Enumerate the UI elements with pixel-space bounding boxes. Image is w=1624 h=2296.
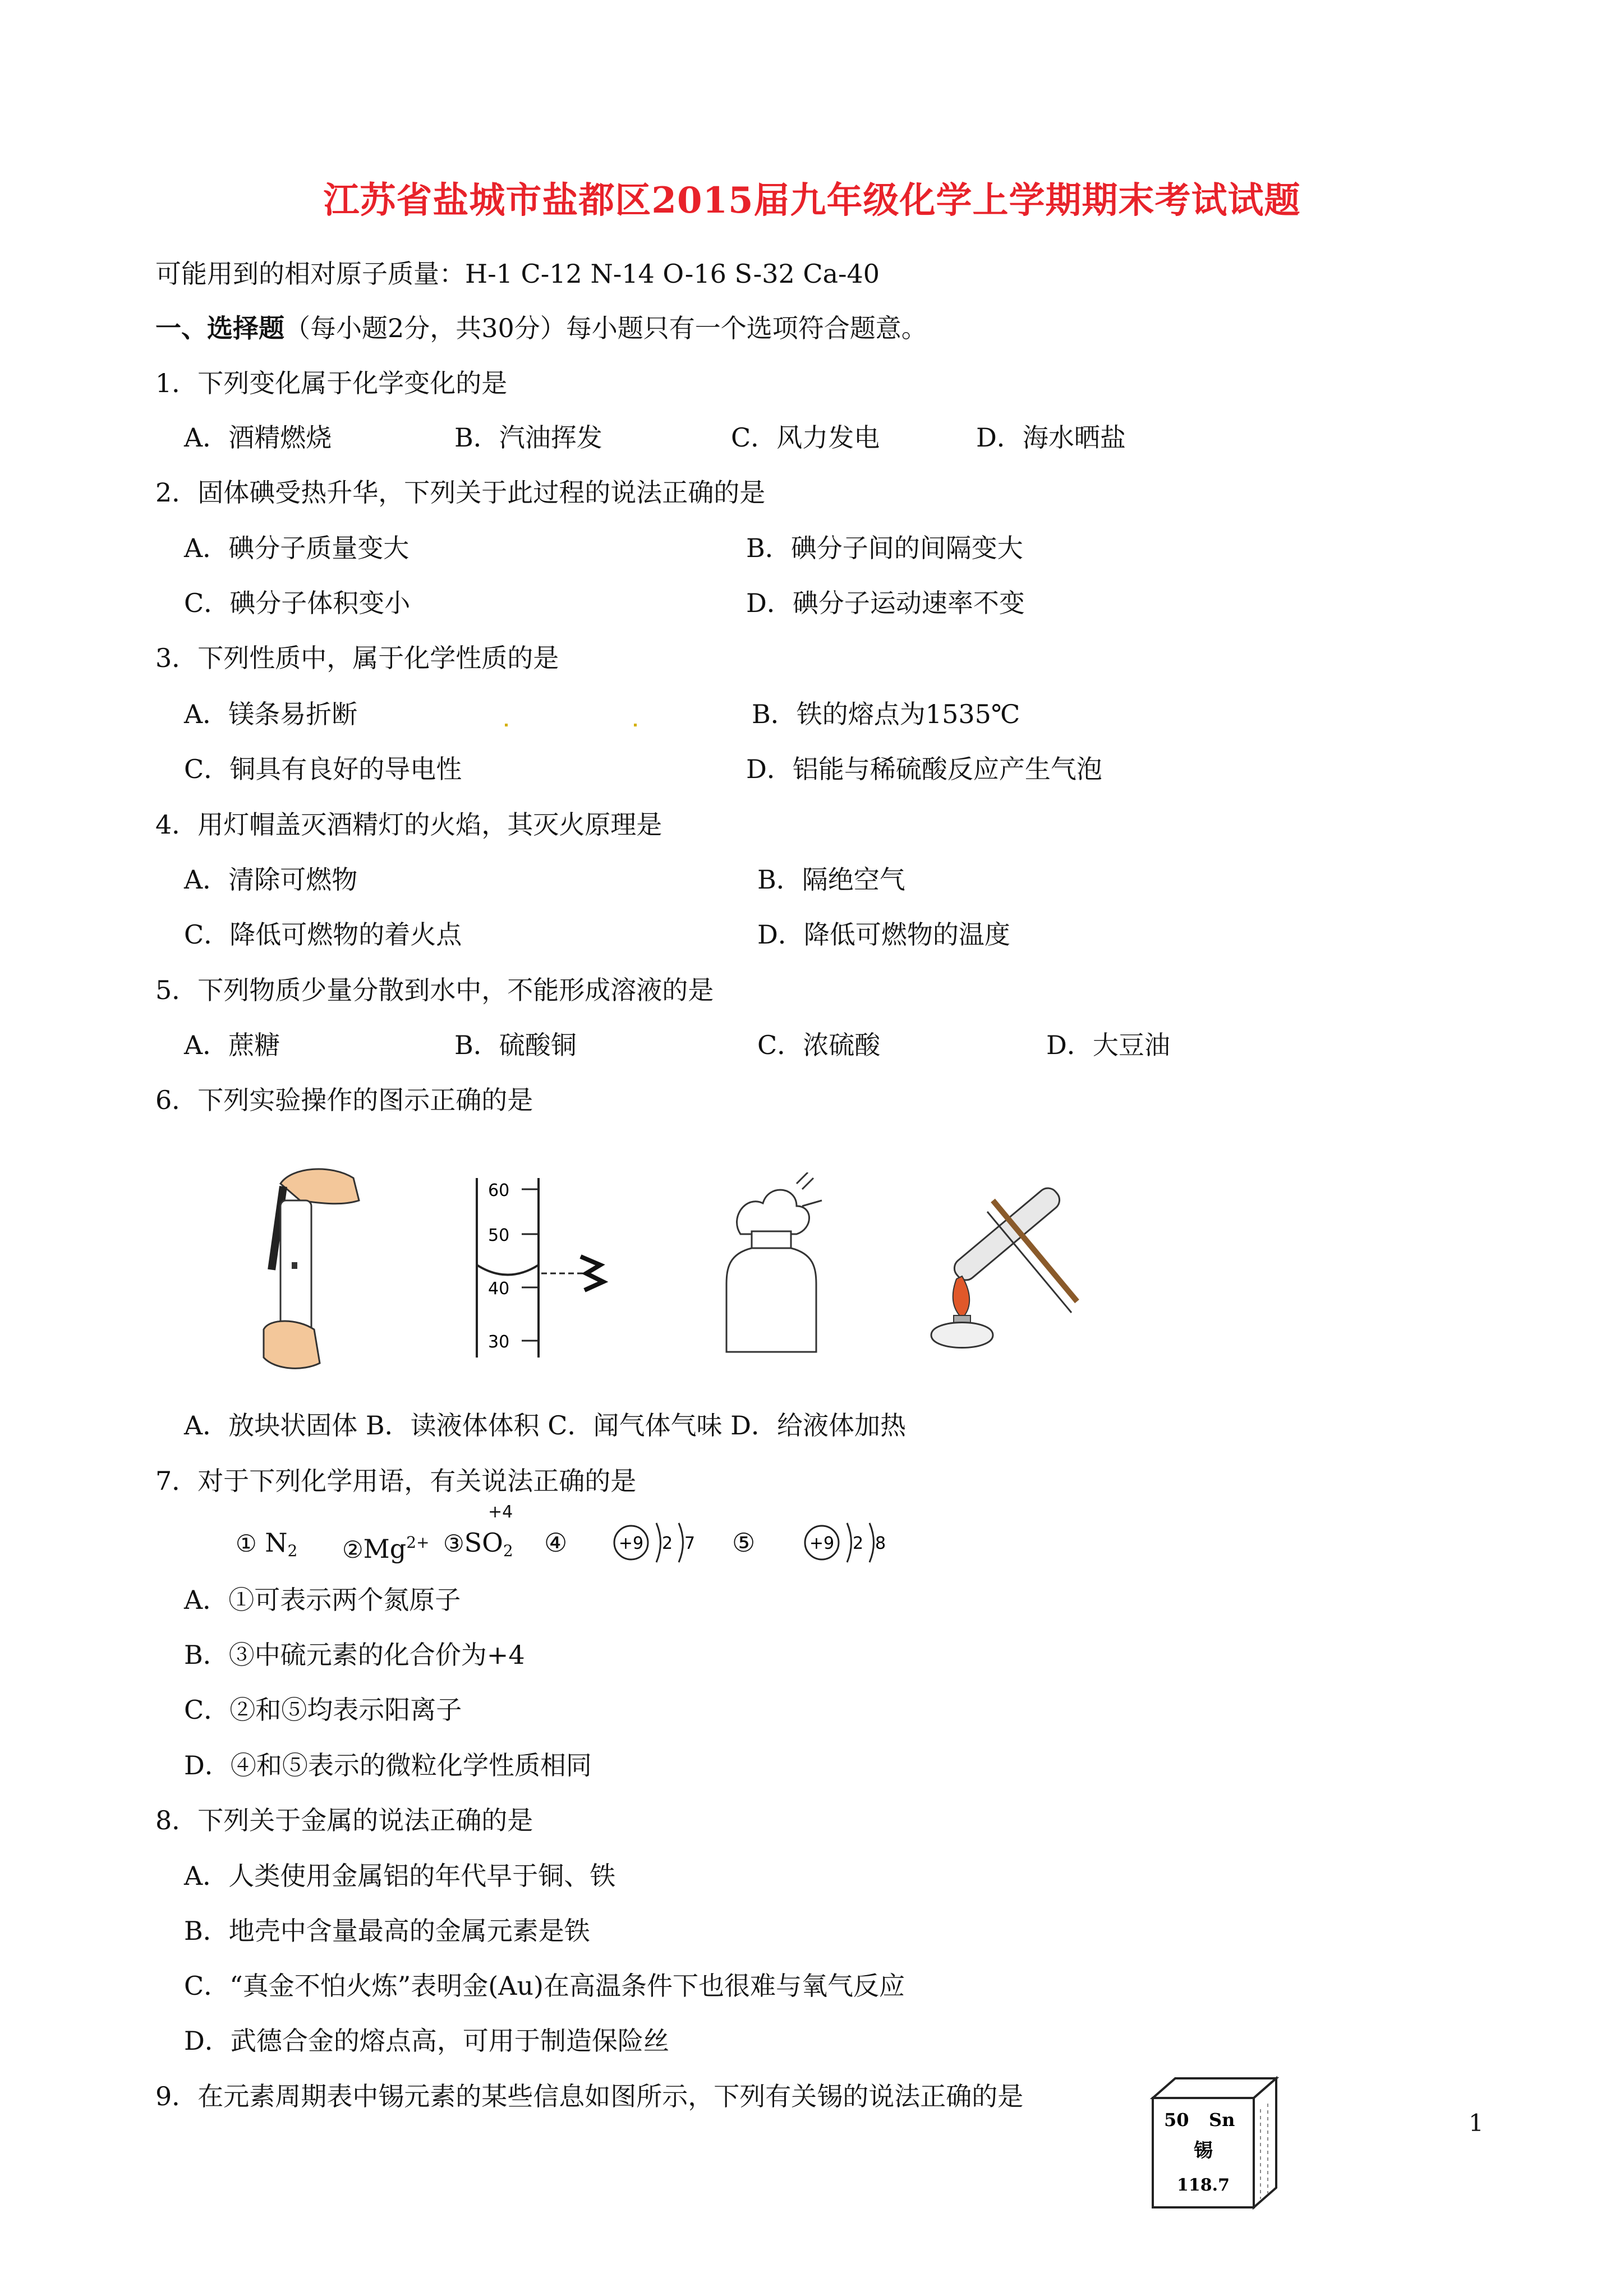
tin-element-card xyxy=(1147,2076,1282,2210)
symbol-1-text: N xyxy=(265,1527,288,1558)
symbol-4-number: ④ xyxy=(544,1527,568,1558)
question-7-option-c: C．②和⑤均表示阳离子 xyxy=(184,1695,462,1725)
cylinder-tick-50: 50 xyxy=(488,1226,510,1245)
page-number: 1 xyxy=(1469,2109,1484,2137)
question-8-option-b: B．地壳中含量最高的金属元素是铁 xyxy=(184,1916,590,1946)
question-6-stem: 6．下列实验操作的图示正确的是 xyxy=(155,1085,533,1115)
atom-4-shell-2: 7 xyxy=(684,1534,696,1553)
question-4-option-c: C．降低可燃物的着火点 xyxy=(184,919,462,950)
question-7-stem: 7．对于下列化学用语，有关说法正确的是 xyxy=(155,1466,637,1496)
cylinder-tick-30: 30 xyxy=(488,1332,510,1352)
question-8-stem: 8．下列关于金属的说法正确的是 xyxy=(155,1805,533,1835)
question-3-option-c: C．铜具有良好的导电性 xyxy=(184,754,462,784)
question-4-option-a: A．清除可燃物 xyxy=(184,864,358,895)
question-4-stem: 4．用灯帽盖灭酒精灯的火焰，其灭火原理是 xyxy=(155,809,663,840)
atom-4-nucleus: +9 xyxy=(618,1534,644,1553)
question-1-stem: 1．下列变化属于化学变化的是 xyxy=(155,368,508,398)
question-7-option-d: D．④和⑤表示的微粒化学性质相同 xyxy=(184,1750,592,1780)
section-1-instructions: （每小题2分，共30分）每小题只有一个选项符合题意。 xyxy=(284,313,927,343)
question-5-option-c: C．浓硫酸 xyxy=(757,1030,881,1060)
tin-symbol: Sn xyxy=(1209,2109,1235,2131)
question-3-option-b: B．铁的熔点为1535℃ xyxy=(752,699,1020,729)
symbol-3-number: ③ xyxy=(443,1530,464,1557)
question-2-option-d: D．碘分子运动速率不变 xyxy=(746,588,1025,618)
question-7-option-a: A．①可表示两个氮原子 xyxy=(184,1585,461,1615)
section-1-label: 一、选择题 xyxy=(155,313,284,343)
question-2-option-a: A．碘分子质量变大 xyxy=(184,533,410,563)
question-6-options: A．放块状固体 B．读液体体积 C．闻气体气味 D．给液体加热 xyxy=(184,1410,906,1441)
figure-b-read-volume xyxy=(466,1172,617,1363)
chem-symbol-2 xyxy=(342,1526,429,1567)
symbol-3-valence: +4 xyxy=(488,1502,513,1522)
atomic-masses-note: 可能用到的相对原子质量：H-1 C-12 N-14 O-16 S-32 Ca-40 xyxy=(155,259,880,289)
question-2-option-b: B．碘分子间的间隔变大 xyxy=(746,533,1023,563)
tin-name: 锡 xyxy=(1194,2139,1213,2162)
symbol-1-number: ① xyxy=(236,1530,257,1557)
chem-symbol-1 xyxy=(236,1526,297,1568)
atom-5-nucleus: +9 xyxy=(809,1534,835,1553)
question-3-option-d: D．铝能与稀硫酸反应产生气泡 xyxy=(746,754,1102,784)
question-8-option-a: A．人类使用金属铝的年代早于铜、铁 xyxy=(184,1861,616,1891)
stray-dot xyxy=(505,724,508,726)
question-5-option-b: B．硫酸铜 xyxy=(454,1030,577,1060)
stray-dot xyxy=(634,724,637,726)
symbol-5-number: ⑤ xyxy=(732,1527,756,1558)
symbol-2-number: ② xyxy=(342,1536,364,1563)
cylinder-tick-60: 60 xyxy=(488,1181,510,1200)
symbol-3-subscript: 2 xyxy=(503,1542,513,1560)
question-1-option-a: A．酒精燃烧 xyxy=(184,422,332,453)
atom-4-shell-1: 2 xyxy=(662,1534,673,1553)
chem-symbol-3 xyxy=(443,1526,513,1568)
symbol-3-text: SO xyxy=(464,1527,503,1558)
tin-atomic-number: 50 xyxy=(1164,2109,1189,2131)
question-5-option-a: A．蔗糖 xyxy=(184,1030,280,1060)
symbol-1-subscript: 2 xyxy=(287,1542,298,1560)
tin-atomic-mass: 118.7 xyxy=(1177,2175,1230,2195)
question-7-option-b: B．③中硫元素的化合价为+4 xyxy=(184,1640,525,1670)
question-2-stem: 2．固体碘受热升华，下列关于此过程的说法正确的是 xyxy=(155,477,766,508)
cylinder-tick-40: 40 xyxy=(488,1279,510,1299)
atom-structure-4 xyxy=(606,1512,707,1573)
question-8-option-c: C．“真金不怕火炼”表明金(Au)在高温条件下也很难与氧气反应 xyxy=(184,1971,905,2001)
question-3-option-a: A．镁条易折断 xyxy=(184,699,358,729)
question-1-option-d: D．海水晒盐 xyxy=(976,422,1126,453)
symbol-2-text: Mg xyxy=(363,1534,407,1564)
figure-c-smell-gas xyxy=(718,1172,830,1363)
figure-a-place-solid xyxy=(247,1161,370,1374)
question-1-option-b: B．汽油挥发 xyxy=(454,422,602,453)
atom-structure-5 xyxy=(797,1512,898,1573)
symbol-2-superscript: 2+ xyxy=(406,1533,430,1552)
question-4-option-b: B．隔绝空气 xyxy=(757,864,905,895)
section-1-heading xyxy=(155,311,927,345)
question-3-stem: 3．下列性质中，属于化学性质的是 xyxy=(155,643,559,673)
atom-5-shell-1: 2 xyxy=(853,1534,864,1553)
question-5-stem: 5．下列物质少量分散到水中，不能形成溶液的是 xyxy=(155,975,714,1005)
figure-d-heat-liquid xyxy=(909,1167,1088,1369)
question-8-option-d: D．武德合金的熔点高，可用于制造保险丝 xyxy=(184,2026,669,2056)
question-4-option-d: D．降低可燃物的温度 xyxy=(757,919,1010,950)
question-5-option-d: D．大豆油 xyxy=(1046,1030,1170,1060)
question-2-option-c: C．碘分子体积变小 xyxy=(184,588,411,618)
atom-5-shell-2: 8 xyxy=(875,1534,886,1553)
question-9-stem: 9．在元素周期表中锡元素的某些信息如图所示，下列有关锡的说法正确的是 xyxy=(155,2081,1024,2111)
page-title: 江苏省盐城市盐都区2015届九年级化学上学期期末考试试题 xyxy=(323,180,1301,222)
question-1-option-c: C．风力发电 xyxy=(731,422,880,453)
